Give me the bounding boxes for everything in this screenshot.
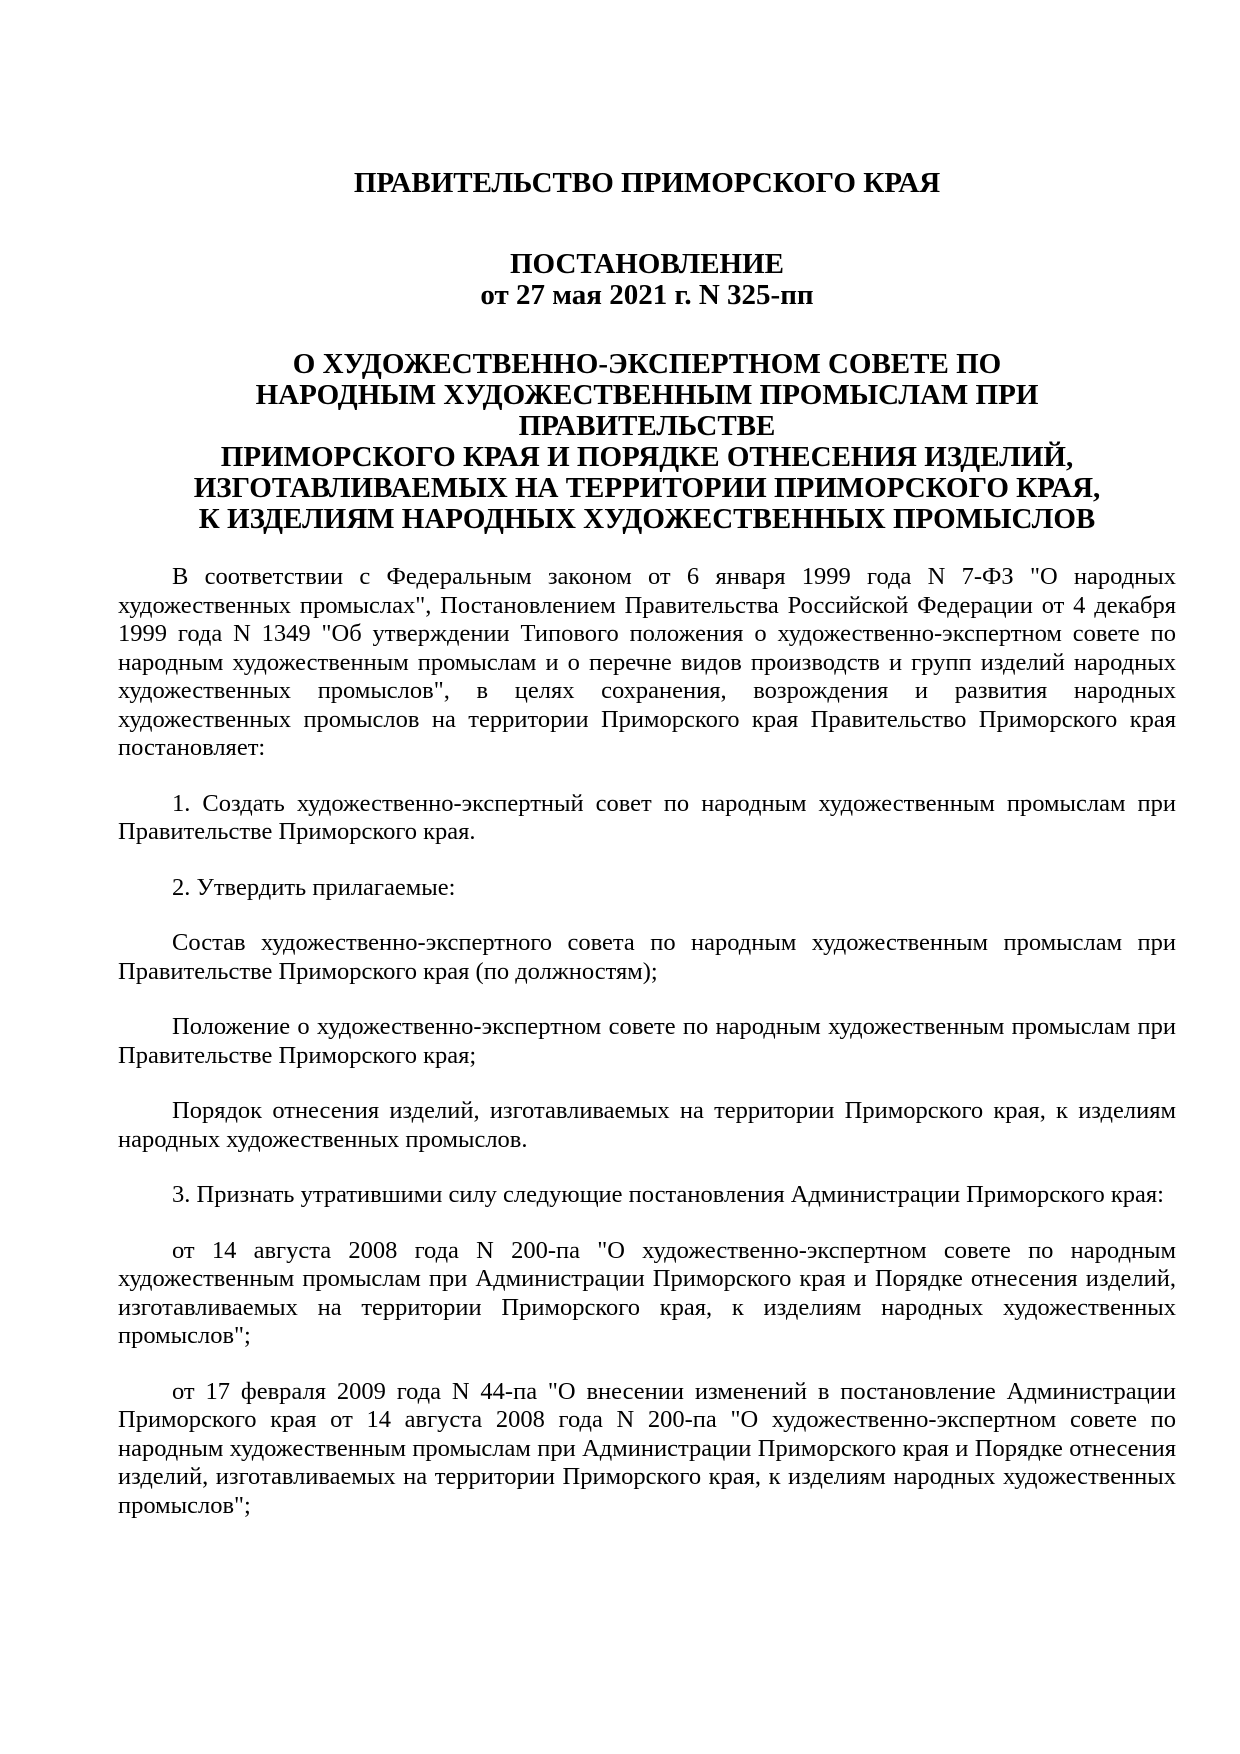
document-title-line: ПРАВИТЕЛЬСТВЕ [518,410,776,442]
preamble-paragraph: В соответствии с Федеральным законом от 6 января 1999 года N 7-ФЗ "О народных художественных промыслах", Постановлением Правительства Российской Федерации от 4 декабря 1999 года N 1349 "Об утверждении Типового положения о художественно-экспертном совете по народным художественным промыслам и о перечне видов производств и групп изделий народных художественных промыслов", в целях сохранения, возрождения и развития народных художественных промыслов на территории Приморского края Правительство Приморского края постановляет: [118,563,1176,761]
organization-heading: ПРАВИТЕЛЬСТВО ПРИМОРСКОГО КРАЯ [353,167,941,199]
document-title [118,349,1176,535]
repealed-act-2008: от 14 августа 2008 года N 200-па "О художественно-экспертном совете по народным художественным промыслам при Администрации Приморского края и Порядке отнесения изделий, изготавливаемых на территории Приморского края, к изделиям народных художественных промыслов"; [118,1236,1176,1349]
approved-item-procedure: Порядок отнесения изделий, изготавливаемых на территории Приморского края, к изделиям народных художественных промыслов. [118,1097,1176,1153]
repealed-act-2009: от 17 февраля 2009 года N 44-па "О внесении изменений в постановление Администрации Приморского края от 14 августа 2008 года N 200-па "О художественно-экспертном совете по народным художественным промыслам при Администрации Приморского края и Порядке отнесения изделий, изготавливаемых на территории Приморского края, к изделиям народных художественных промыслов"; [118,1377,1176,1519]
document-title-line: ПРИМОРСКОГО КРАЯ И ПОРЯДКЕ ОТНЕСЕНИЯ ИЗДЕЛИЙ, [220,441,1074,473]
document-title-line: НАРОДНЫМ ХУДОЖЕСТВЕННЫМ ПРОМЫСЛАМ ПРИ [255,379,1039,411]
document-content [118,168,1176,1547]
document-title-line: О ХУДОЖЕСТВЕННО-ЭКСПЕРТНОМ СОВЕТЕ ПО [292,348,1002,380]
clause-3-paragraph: 3. Признать утратившими силу следующие постановления Администрации Приморского края: [172,1181,1164,1208]
document-date-number: от 27 мая 2021 г. N 325-пп [480,279,814,311]
approved-item-regulation: Положение о художественно-экспертном совете по народным художественным промыслам при Правительстве Приморского края; [118,1013,1176,1069]
approved-item-composition: Состав художественно-экспертного совета по народным художественным промыслам при Правительстве Приморского края (по должностям); [118,929,1176,985]
clause-2-paragraph: 2. Утвердить прилагаемые: [172,873,456,901]
document-type-heading: ПОСТАНОВЛЕНИЕ [509,248,784,280]
document-title-line: К ИЗДЕЛИЯМ НАРОДНЫХ ХУДОЖЕСТВЕННЫХ ПРОМЫСЛОВ [198,503,1096,535]
document-title-line: ИЗГОТАВЛИВАЕМЫХ НА ТЕРРИТОРИИ ПРИМОРСКОГО КРАЯ, [193,472,1101,504]
clause-1-paragraph: 1. Создать художественно-экспертный совет по народным художественным промыслам при Правительстве Приморского края. [118,789,1176,845]
